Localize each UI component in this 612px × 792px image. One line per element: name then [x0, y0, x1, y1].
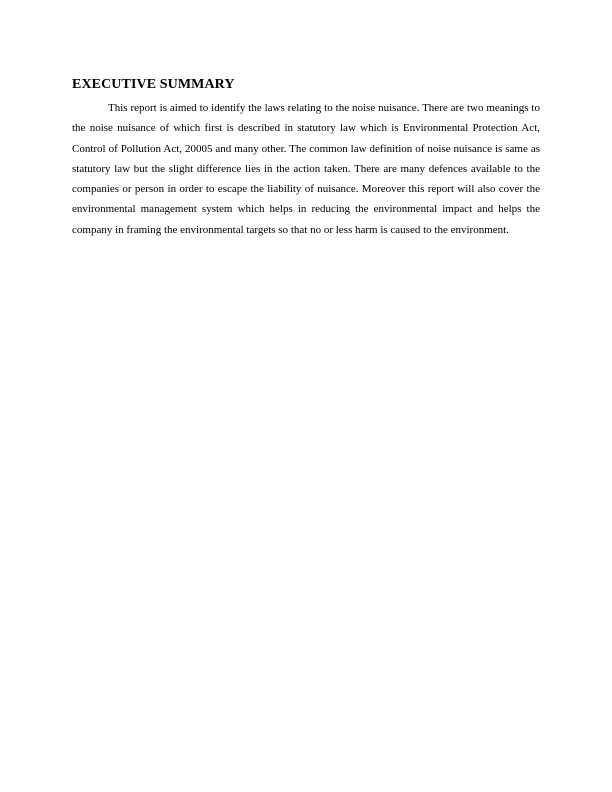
document-page: [72, 76, 540, 240]
section-heading: EXECUTIVE SUMMARY: [72, 77, 235, 92]
summary-paragraph: This report is aimed to identify the laws relating to the noise nuisance. There are two meanings to the noise nuisance of which first is described in statutory law which is Environmental Protection Act, Control of Pollution Act, 20005 and many other. The common law definition of noise nuisance is same as statutory law but the slight difference lies in the action taken. There are many defences available to the companies or person in order to escape the liability of nuisance. Moreover this report will also cover the environmental management system which helps in reducing the environmental impact and helps the company in framing the environmental targets so that no or less harm is caused to the environment.: [72, 102, 540, 236]
